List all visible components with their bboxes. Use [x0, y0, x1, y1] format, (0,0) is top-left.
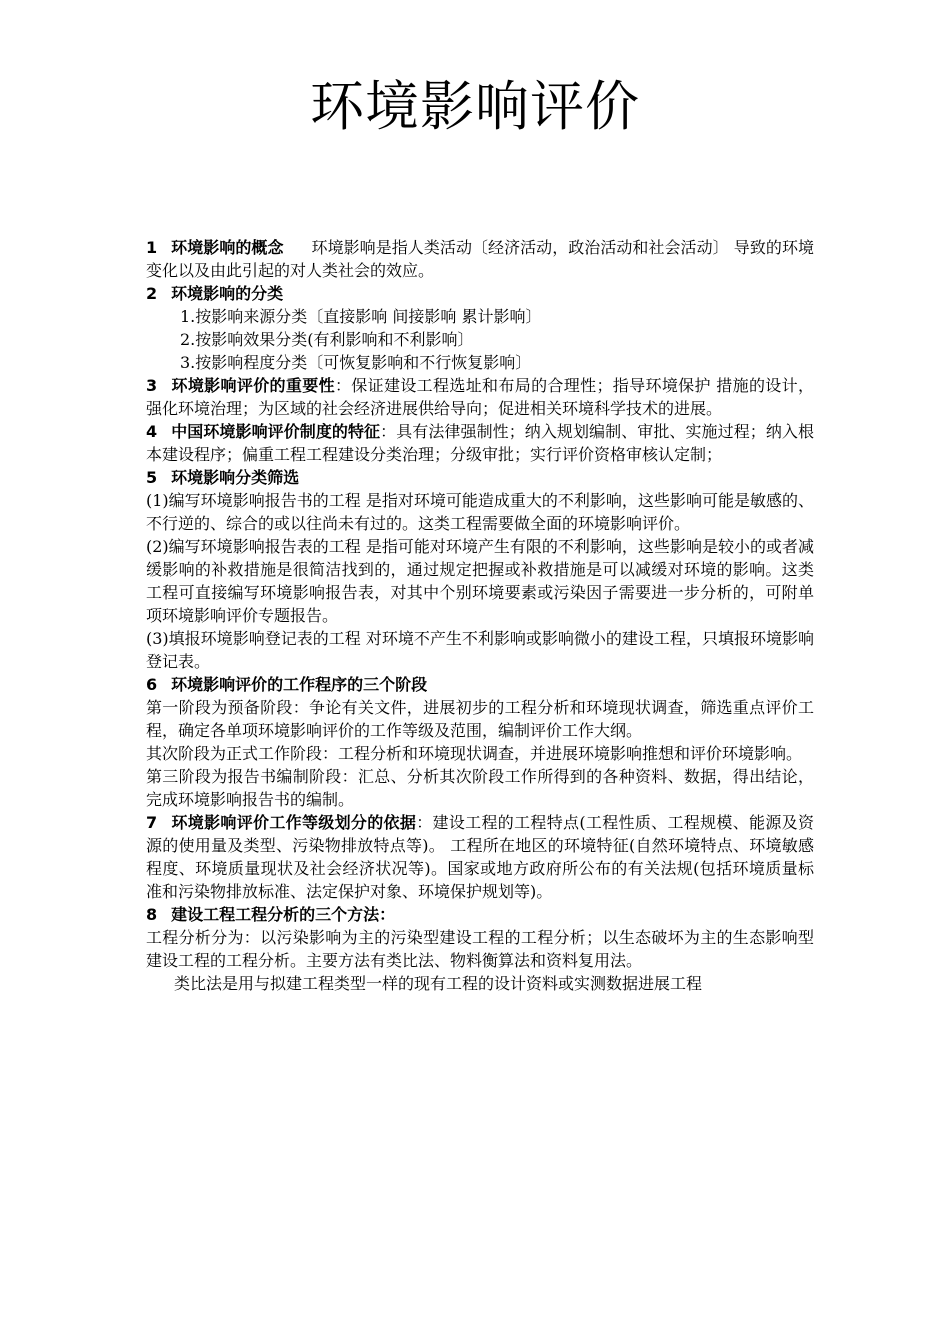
- section-3: [146, 374, 814, 420]
- paragraph: 第一阶段为预备阶段：争论有关文件，进展初步的工程分析和环境现状调查，筛选重点评价工程，确定各单项环境影响评价的工作等级及范围，编制评价工作大纲。: [146, 698, 814, 740]
- section-number: 5: [146, 468, 158, 487]
- section-number: 1: [146, 238, 158, 257]
- section-number: 7: [146, 813, 158, 832]
- section-heading: 环境影响分类筛选: [171, 468, 300, 487]
- section-7: [146, 811, 814, 903]
- paragraph: 第三阶段为报告书编制阶段：汇总、分析其次阶段工作所得到的各种资料、数据，得出结论，完成环境影响报告书的编制。: [146, 767, 814, 809]
- section-text: ：建设工程的工程特点(工程性质、工程规模、能源及资源的使用量及类型、污染物排放特点等)。 工程所在地区的环境特征(自然环境特点、环境敏感程度、环境质量现状及社会经济状况等)。国家或地方政府所公布的有关法规(包括环境质量标准和污染物排放标准、法定保护对象、环境保护规划等)。: [146, 813, 814, 901]
- section-6: [146, 673, 814, 696]
- section-heading: 环境影响评价的工作程序的三个阶段: [171, 675, 428, 694]
- section-number: 6: [146, 675, 158, 694]
- section-2: [146, 282, 814, 305]
- paragraph: 类比法是用与拟建工程类型一样的现有工程的设计资料或实测数据进展工程: [174, 974, 703, 993]
- paragraph: (1)编写环境影响报告书的工程 是指对环境可能造成重大的不利影响，这些影响可能是敏感的、不行逆的、综合的或以往尚未有过的。这类工程需要做全面的环境影响评价。: [146, 491, 814, 533]
- section-number: 2: [146, 284, 158, 303]
- section-heading: 环境影响评价工作等级划分的依据: [171, 813, 417, 832]
- section-4: [146, 420, 814, 466]
- list-item: 2.按影响效果分类(有利影响和不利影响〕: [180, 330, 474, 349]
- document-body: [146, 236, 814, 995]
- section-8: [146, 903, 814, 926]
- paragraph: (2)编写环境影响报告表的工程 是指可能对环境产生有限的不利影响，这些影响是较小的或者减缓影响的补救措施是很简洁找到的，通过规定把握或补救措施是可以减缓对环境的影响。这类工程可直接编写环境影响报告表，对其中个别环境要素或污染因子需要进一步分析的，可附单项环境影响评价专题报告。: [146, 537, 814, 625]
- list-item: 3.按影响程度分类〔可恢复影响和不行恢复影响〕: [180, 353, 532, 372]
- section-heading: 环境影响评价的重要性: [171, 376, 335, 395]
- list-item: 1.按影响来源分类〔直接影响 间接影响 累计影响〕: [180, 307, 542, 326]
- section-1: [146, 236, 814, 282]
- section-heading: 环境影响的分类: [171, 284, 284, 303]
- section-text: ：具有法律强制性；纳入规划编制、审批、实施过程；纳入根本建设程序；偏重工程工程建设分类治理；分级审批；实行评价资格审核认定制；: [146, 422, 814, 464]
- section-text: ：保证建设工程选址和布局的合理性；指导环境保护 措施的设计，强化环境治理；为区域的社会经济进展供给导向；促进相关环境科学技术的进展。: [146, 376, 814, 418]
- paragraph: (3)填报环境影响登记表的工程 对环境不产生不利影响或影响微小的建设工程，只填报环境影响登记表。: [146, 629, 814, 671]
- paragraph: 工程分析分为：以污染影响为主的污染型建设工程的工程分析；以生态破坏为主的生态影响型建设工程的工程分析。主要方法有类比法、物料衡算法和资料复用法。: [146, 928, 814, 970]
- section-heading: 环境影响的概念: [171, 238, 284, 257]
- section-number: 8: [146, 905, 158, 924]
- section-text: 环境影响是指人类活动〔经济活动，政治活动和社会活动〕 导致的环境变化以及由此引起的对人类社会的效应。: [146, 238, 814, 280]
- paragraph: 其次阶段为正式工作阶段：工程分析和环境现状调查，并进展环境影响推想和评价环境影响。: [146, 744, 803, 763]
- section-number: 4: [146, 422, 158, 441]
- section-5: [146, 466, 814, 489]
- page-title: 环境影响评价: [310, 75, 640, 138]
- section-heading: 中国环境影响评价制度的特征: [171, 422, 381, 441]
- section-heading: 建设工程工程分析的三个方法：: [171, 905, 396, 924]
- section-number: 3: [146, 376, 158, 395]
